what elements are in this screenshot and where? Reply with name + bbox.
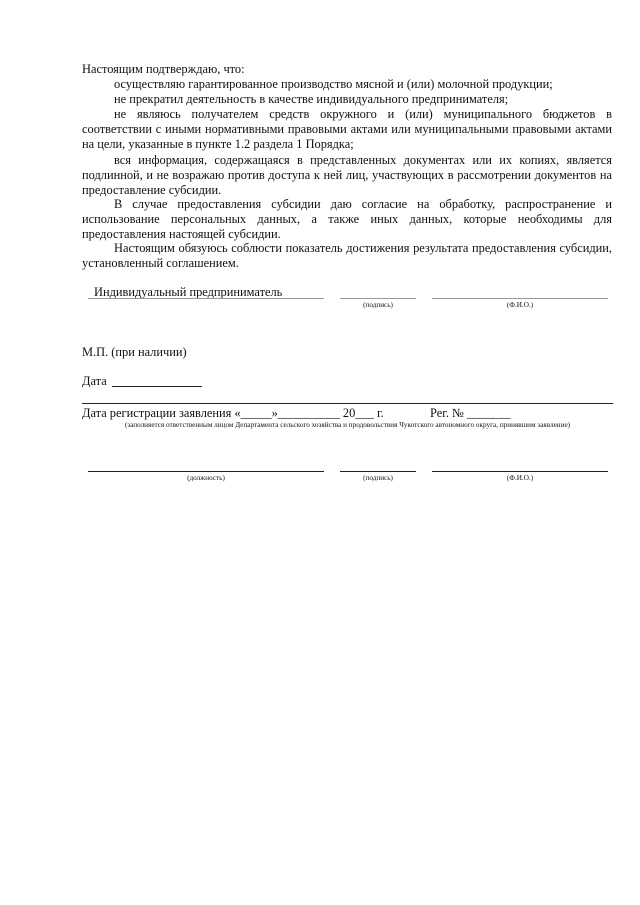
statement-item-activity: не прекратил деятельность в качестве индивидуального предпринимателя; [114, 92, 509, 106]
registration-date: Дата регистрации заявления «_____»__________ 20___ г. [82, 406, 384, 420]
statement-item-production: осуществляю гарантированное производство мясной и (или) молочной продукции; [114, 77, 553, 91]
statement-intro: Настоящим подтверждаю, что: [82, 62, 245, 76]
section-divider [82, 403, 613, 404]
statement-item-information: вся информация, содержащаяся в представленных документах или их копиях, является подлинной, и не возражаю против доступа к ней лиц, участвующих в рассмотрении документов на предоставление субсидии. [82, 153, 612, 198]
stamp-label: М.П. (при наличии) [82, 345, 187, 359]
date-label: Дата [82, 374, 107, 388]
statement-obligation: Настоящим обязуюсь соблюсти показатель достижения результата предоставления субсидии, установленный соглашением. [82, 241, 612, 271]
statement-item-budget: не являюсь получателем средств окружного и (или) муниципального бюджетов в соответствии с иными нормативными правовыми актами или муниципальными правовыми актами на цели, указанные в пункте 1.2 раздела 1 Порядка; [82, 107, 612, 152]
position-line [88, 471, 324, 472]
registration-note: (заполняется ответственным лицом Департамента сельского хозяйства и продовольствия Чукотского автономного округа, принявшим заявление) [124, 421, 571, 429]
entrepreneur-line [88, 298, 324, 299]
official-name-caption: (Ф.И.О.) [506, 474, 534, 482]
official-name-line [432, 471, 608, 472]
official-signature-line [340, 471, 416, 472]
name-caption: (Ф.И.О.) [506, 301, 534, 309]
registration-number: Рег. № _______ [430, 406, 511, 420]
date-line [112, 386, 202, 387]
signature-line [340, 298, 416, 299]
name-line [432, 298, 608, 299]
position-caption: (должность) [187, 474, 225, 482]
official-signature-caption: (подпись) [363, 474, 393, 482]
statement-consent: В случае предоставления субсидии даю согласие на обработку, распространение и использование персональных данных, а также иных данных, которые необходимы для предоставления настоящей субсидии. [82, 197, 612, 242]
signature-caption: (подпись) [363, 301, 393, 309]
entrepreneur-label: Индивидуальный предприниматель [94, 285, 283, 299]
